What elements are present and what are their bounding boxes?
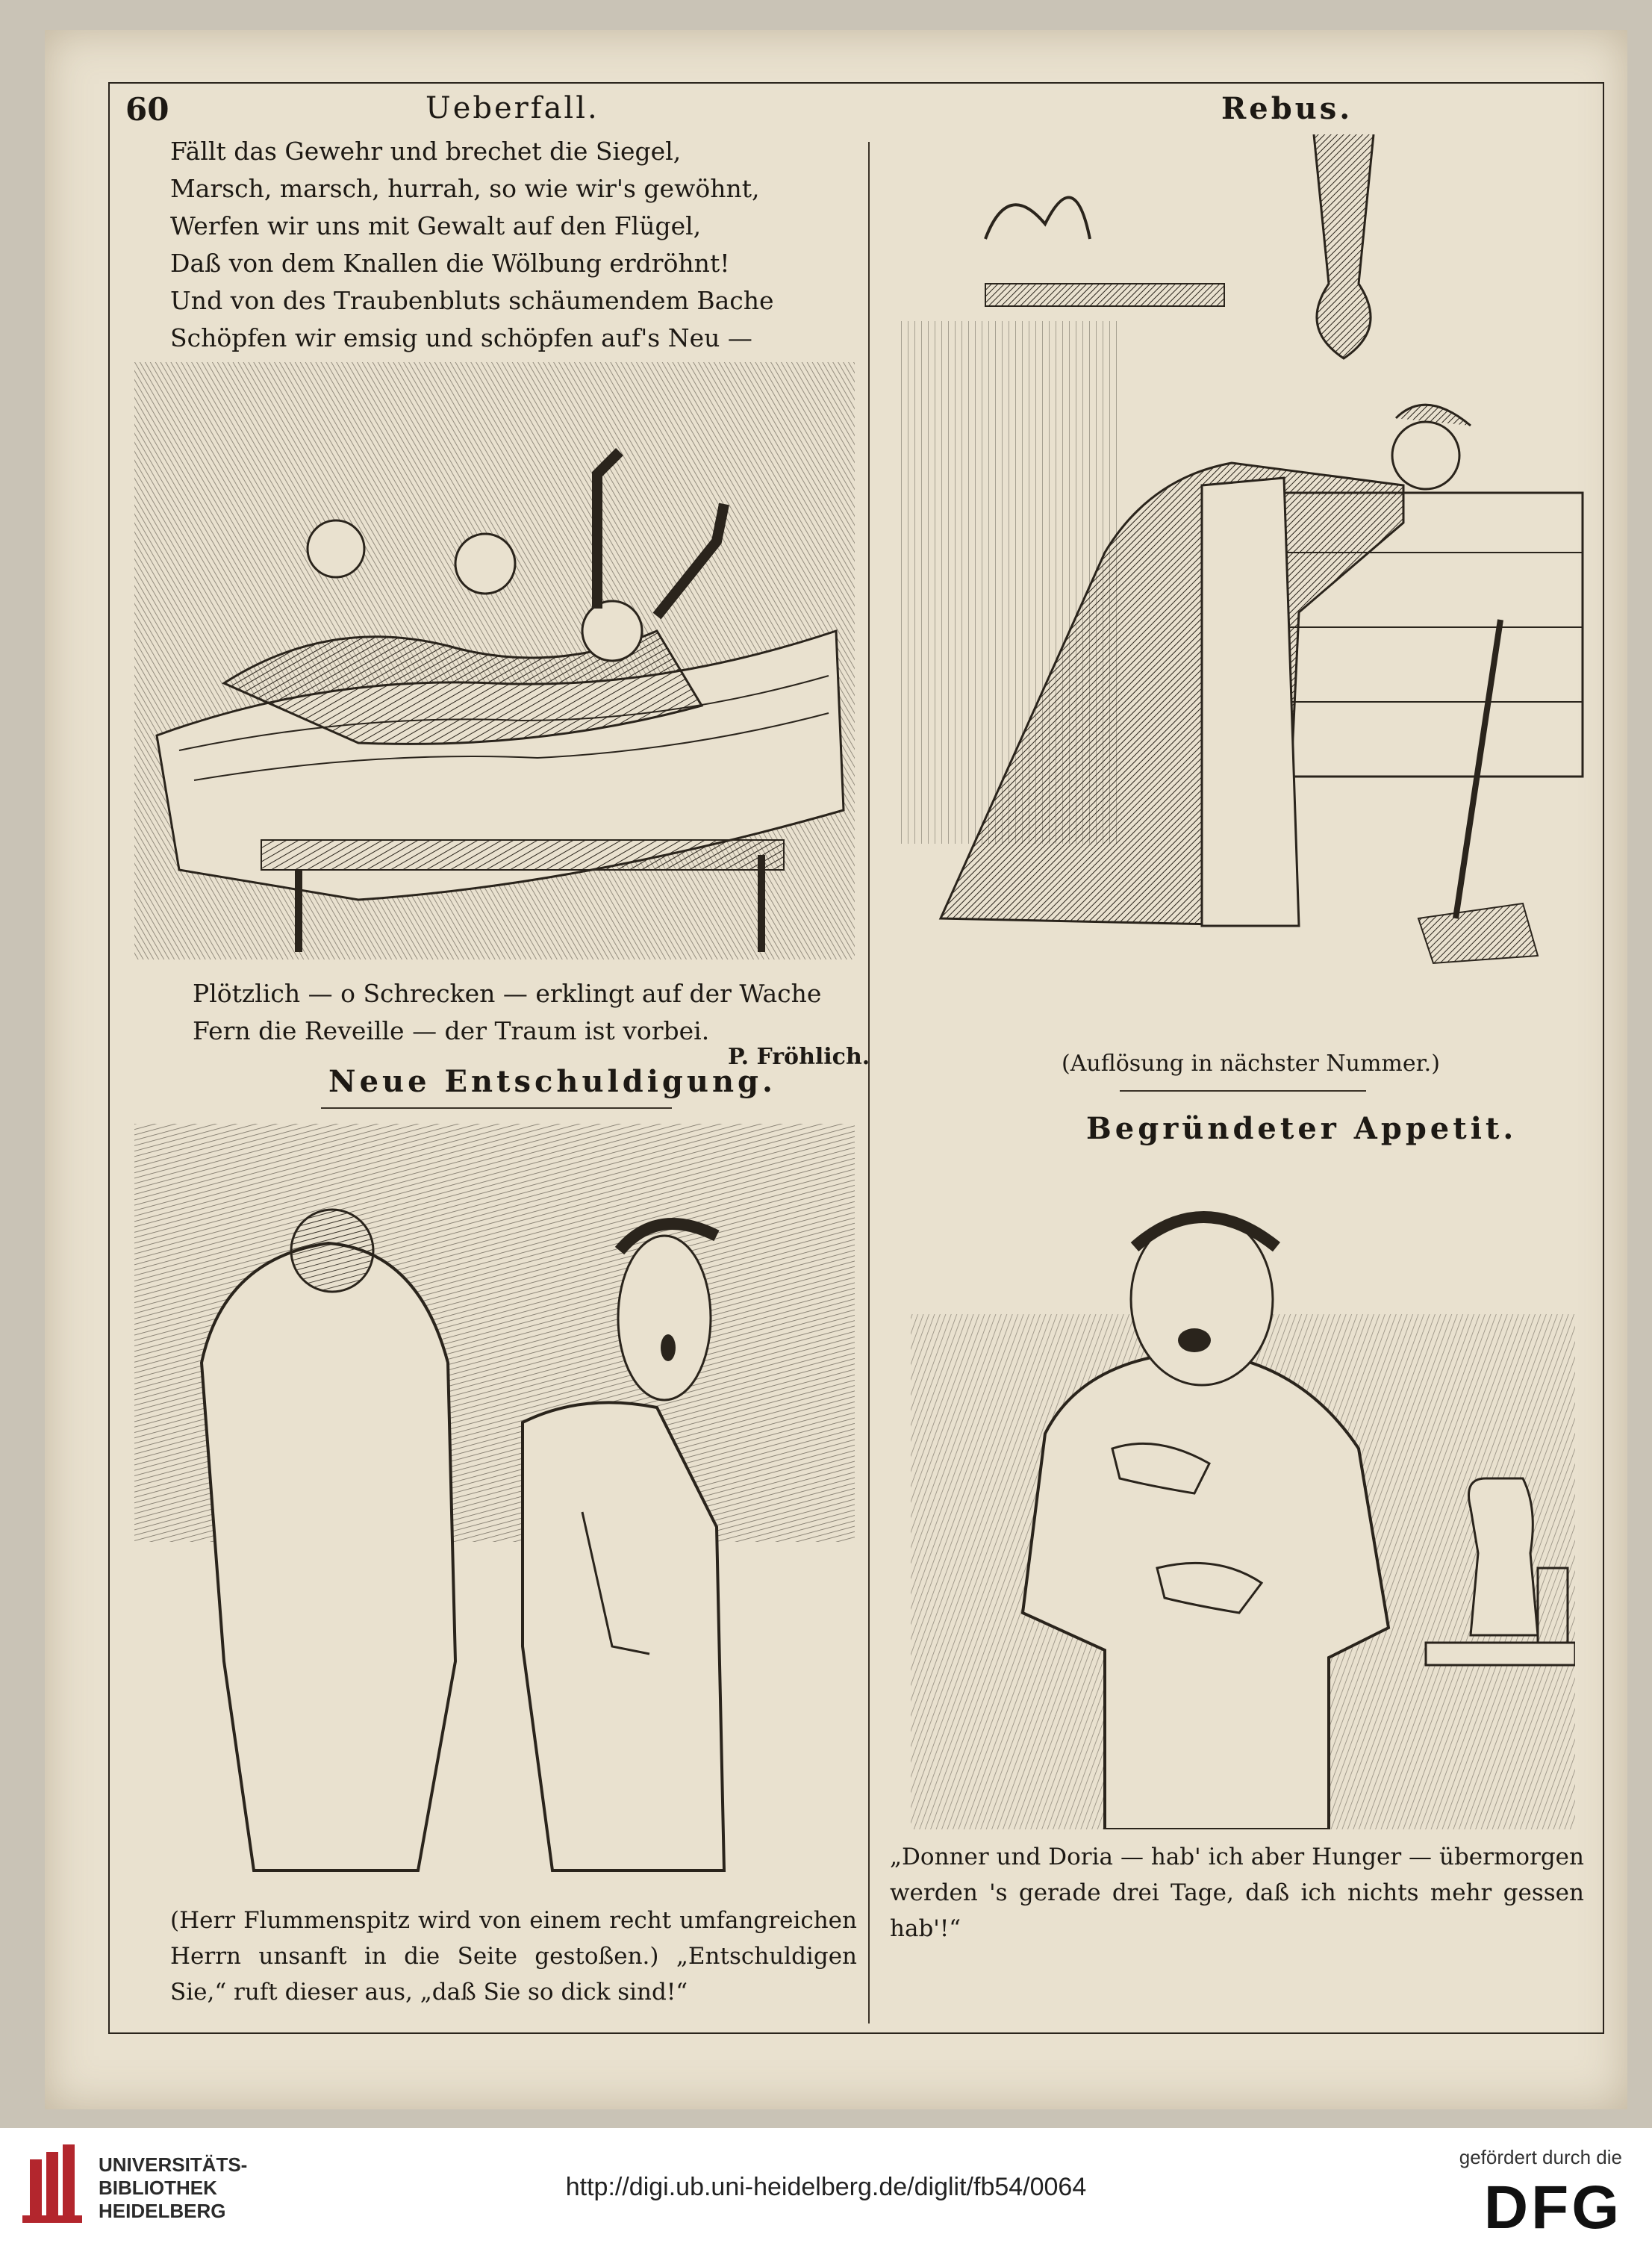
poem-line: Und von des Traubenbluts schäumendem Bache bbox=[170, 286, 774, 315]
library-line: BIBLIOTHEK bbox=[99, 2177, 217, 2199]
column-divider bbox=[868, 142, 870, 2023]
poem-title: Ueberfall. bbox=[426, 91, 599, 125]
footer-bar bbox=[0, 2128, 1652, 2246]
poem-line: Fern die Reveille — der Traum ist vorbei. bbox=[193, 1016, 710, 1045]
poem-stanza bbox=[170, 133, 842, 357]
poem-line: Plötzlich — o Schrecken — erklingt auf der Wache bbox=[193, 979, 822, 1008]
page-number: 60 bbox=[125, 91, 169, 128]
source-url-link[interactable]: http://digi.ub.uni-heidelberg.de/diglit/fb54/0064 bbox=[565, 2173, 1087, 2201]
poem-line: Marsch, marsch, hurrah, so wie wir's gewöhnt, bbox=[170, 174, 760, 203]
soldiers-dream-illustration bbox=[134, 362, 855, 959]
hungry-man-illustration bbox=[911, 1165, 1575, 1829]
caption-begruendeter-appetit: „Donner und Doria — hab' ich aber Hunger — übermorgen werden 's gerade drei Tage, daß ich nichts mehr gessen hab'!“ bbox=[890, 1844, 1584, 1942]
poem-line: Werfen wir uns mit Gewalt auf den Flügel, bbox=[170, 211, 702, 240]
library-line: HEIDELBERG bbox=[99, 2200, 226, 2222]
poem-line: Schöpfen wir emsig und schöpfen auf's Neu — bbox=[170, 323, 752, 352]
caption-neue-entschuldigung: (Herr Flummenspitz wird von einem recht umfangreichen Herrn unsanft in die Seite gestoßen.) „Entschuldigen Sie,“ ruft dieser aus, „daß Sie so dick sind!“ bbox=[170, 1907, 857, 2006]
rebus-caption: (Auflösung in nächster Nummer.) bbox=[1062, 1051, 1440, 1077]
rebus-title: Rebus. bbox=[1221, 91, 1353, 126]
library-line: UNIVERSITÄTS- bbox=[99, 2153, 248, 2176]
section-title-neue-entschuldigung: Neue Entschuldigung. bbox=[328, 1064, 776, 1099]
poem-line: Fällt das Gewehr und brechet die Siegel, bbox=[170, 137, 682, 166]
poem-line: Daß von dem Knallen die Wölbung erdröhnt! bbox=[170, 249, 730, 278]
dfg-logo: DFG bbox=[1483, 2174, 1622, 2242]
poem-closing bbox=[193, 975, 850, 1050]
title-rule bbox=[321, 1107, 672, 1109]
title-rule bbox=[1120, 1090, 1366, 1092]
two-men-illustration bbox=[134, 1124, 855, 1893]
section-title-begruendeter-appetit: Begründeter Appetit. bbox=[1086, 1111, 1518, 1146]
rebus-maid-illustration bbox=[881, 134, 1598, 1027]
poem-author: P. Fröhlich. bbox=[728, 1044, 870, 1070]
sponsor-label: gefördert durch die bbox=[1459, 2146, 1622, 2168]
